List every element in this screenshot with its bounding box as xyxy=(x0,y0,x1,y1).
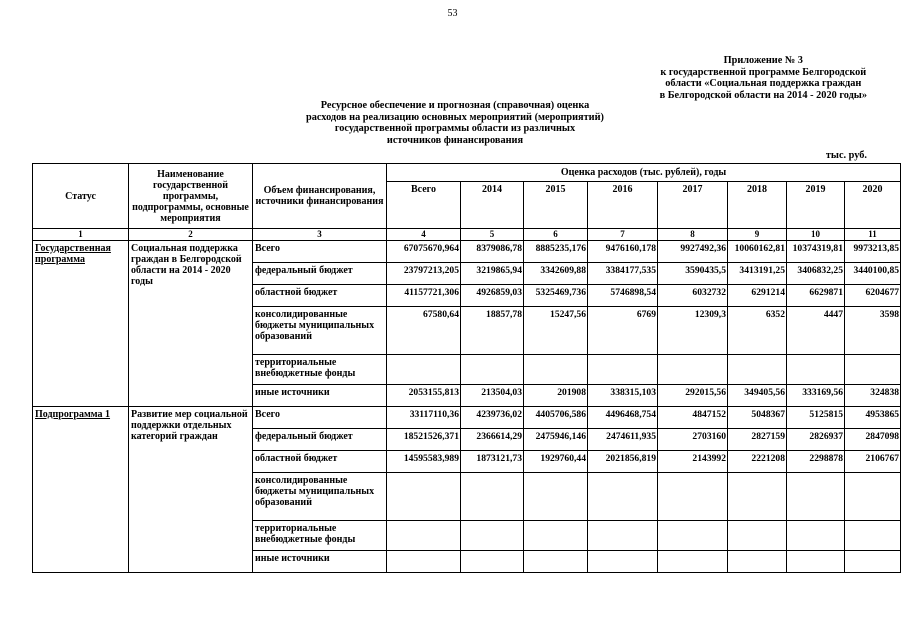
funding-source-cell: иные источники xyxy=(253,385,387,407)
year-value-cell: 4239736,02 xyxy=(461,407,524,429)
header-total: Всего xyxy=(387,182,461,229)
year-value-cell xyxy=(787,551,845,573)
year-value-cell: 5048367 xyxy=(728,407,787,429)
header-year: 2014 xyxy=(461,182,524,229)
funding-source-cell: территориальные внебюджетные фонды xyxy=(253,355,387,385)
year-value-cell: 201908 xyxy=(524,385,588,407)
year-value-cell: 5746898,54 xyxy=(588,285,658,307)
year-value-cell xyxy=(728,521,787,551)
year-value-cell: 3342609,88 xyxy=(524,263,588,285)
year-value-cell xyxy=(845,473,901,521)
year-value-cell: 3384177,535 xyxy=(588,263,658,285)
column-index: 11 xyxy=(845,229,901,241)
year-value-cell: 15247,56 xyxy=(524,307,588,355)
funding-source-cell: консолидированные бюджеты муниципальных образований xyxy=(253,473,387,521)
total-value-cell: 14595583,989 xyxy=(387,451,461,473)
appendix-line: Приложение № 3 xyxy=(723,55,803,66)
column-index: 8 xyxy=(658,229,728,241)
funding-source-cell: Всего xyxy=(253,241,387,263)
year-value-cell xyxy=(461,355,524,385)
year-value-cell xyxy=(588,355,658,385)
year-value-cell: 6629871 xyxy=(787,285,845,307)
year-value-cell: 10374319,81 xyxy=(787,241,845,263)
column-index: 2 xyxy=(129,229,253,241)
funding-source-cell: областной бюджет xyxy=(253,285,387,307)
year-value-cell: 3440100,85 xyxy=(845,263,901,285)
year-value-cell xyxy=(524,551,588,573)
year-value-cell: 9476160,178 xyxy=(588,241,658,263)
title-line: государственной программы области из различных xyxy=(334,123,576,135)
header-volume: Объем финансирования, источники финансирования xyxy=(253,164,387,229)
year-value-cell: 324838 xyxy=(845,385,901,407)
year-value-cell: 1929760,44 xyxy=(524,451,588,473)
year-value-cell: 3590435,5 xyxy=(658,263,728,285)
year-value-cell: 349405,56 xyxy=(728,385,787,407)
year-value-cell: 2298878 xyxy=(787,451,845,473)
header-year: 2019 xyxy=(787,182,845,229)
total-value-cell xyxy=(387,473,461,521)
total-value-cell xyxy=(387,551,461,573)
column-index: 10 xyxy=(787,229,845,241)
year-value-cell: 9973213,85 xyxy=(845,241,901,263)
column-index: 9 xyxy=(728,229,787,241)
year-value-cell xyxy=(588,473,658,521)
year-value-cell xyxy=(728,355,787,385)
year-value-cell: 8379086,78 xyxy=(461,241,524,263)
total-value-cell: 67075670,964 xyxy=(387,241,461,263)
total-value-cell xyxy=(387,521,461,551)
funding-source-cell: федеральный бюджет xyxy=(253,429,387,451)
year-value-cell: 2474611,935 xyxy=(588,429,658,451)
funding-source-cell: федеральный бюджет xyxy=(253,263,387,285)
year-value-cell xyxy=(588,551,658,573)
year-value-cell: 4405706,586 xyxy=(524,407,588,429)
year-value-cell xyxy=(728,473,787,521)
funding-source-cell: областной бюджет xyxy=(253,451,387,473)
total-value-cell: 18521526,371 xyxy=(387,429,461,451)
year-value-cell: 6204677 xyxy=(845,285,901,307)
year-value-cell xyxy=(845,521,901,551)
header-year: 2016 xyxy=(588,182,658,229)
total-value-cell: 23797213,205 xyxy=(387,263,461,285)
funding-source-cell: иные источники xyxy=(253,551,387,573)
total-value-cell xyxy=(387,355,461,385)
year-value-cell xyxy=(787,355,845,385)
column-index: 1 xyxy=(33,229,129,241)
header-status: Статус xyxy=(33,164,129,229)
program-name-cell: Развитие мер социальной поддержки отдельных категорий граждан xyxy=(129,407,253,573)
appendix-line: к государственной программе Белгородской xyxy=(660,66,867,78)
year-value-cell: 12309,3 xyxy=(658,307,728,355)
year-value-cell: 2106767 xyxy=(845,451,901,473)
year-value-cell xyxy=(658,355,728,385)
year-value-cell xyxy=(845,355,901,385)
header-year: 2020 xyxy=(845,182,901,229)
table-body xyxy=(33,241,901,573)
column-index: 5 xyxy=(461,229,524,241)
year-value-cell: 2221208 xyxy=(728,451,787,473)
year-value-cell: 18857,78 xyxy=(461,307,524,355)
total-value-cell: 2053155,813 xyxy=(387,385,461,407)
year-value-cell: 2021856,819 xyxy=(588,451,658,473)
year-value-cell: 5325469,736 xyxy=(524,285,588,307)
total-value-cell: 41157721,306 xyxy=(387,285,461,307)
year-value-cell: 1873121,73 xyxy=(461,451,524,473)
year-value-cell xyxy=(658,521,728,551)
year-value-cell: 3413191,25 xyxy=(728,263,787,285)
year-value-cell xyxy=(461,473,524,521)
total-value-cell: 67580,64 xyxy=(387,307,461,355)
year-value-cell: 333169,56 xyxy=(787,385,845,407)
appendix-header xyxy=(660,55,867,101)
column-index-row xyxy=(33,229,901,241)
year-value-cell: 3598 xyxy=(845,307,901,355)
page-number: 53 xyxy=(447,8,458,19)
funding-source-cell: территориальные внебюджетные фонды xyxy=(253,521,387,551)
column-index: 3 xyxy=(253,229,387,241)
year-value-cell xyxy=(787,473,845,521)
appendix-line: области «Социальная поддержка граждан xyxy=(665,78,862,90)
year-value-cell: 2366614,29 xyxy=(461,429,524,451)
year-value-cell: 6352 xyxy=(728,307,787,355)
year-value-cell: 2703160 xyxy=(658,429,728,451)
year-value-cell: 338315,103 xyxy=(588,385,658,407)
column-index: 4 xyxy=(387,229,461,241)
year-value-cell: 5125815 xyxy=(787,407,845,429)
year-value-cell xyxy=(658,473,728,521)
program-name-cell: Социальная поддержка граждан в Белгородской области на 2014 - 2020 годы xyxy=(129,241,253,407)
year-value-cell: 4847152 xyxy=(658,407,728,429)
funding-source-cell: Всего xyxy=(253,407,387,429)
year-value-cell: 2827159 xyxy=(728,429,787,451)
resource-table xyxy=(32,163,901,573)
year-value-cell: 6032732 xyxy=(658,285,728,307)
status-cell: Государственная программа xyxy=(33,241,129,407)
total-value-cell: 33117110,36 xyxy=(387,407,461,429)
title-line: Ресурсное обеспечение и прогнозная (справочная) оценка xyxy=(320,100,590,111)
status-cell: Подпрограмма 1 xyxy=(33,407,129,573)
year-value-cell xyxy=(588,521,658,551)
year-value-cell: 4447 xyxy=(787,307,845,355)
table-row xyxy=(33,241,901,263)
year-value-cell xyxy=(728,551,787,573)
header-year: 2015 xyxy=(524,182,588,229)
year-value-cell: 2475946,146 xyxy=(524,429,588,451)
year-value-cell: 4953865 xyxy=(845,407,901,429)
header-year: 2018 xyxy=(728,182,787,229)
document-title xyxy=(290,100,620,146)
year-value-cell xyxy=(524,521,588,551)
appendix-line: в Белгородской области на 2014 - 2020 годы» xyxy=(659,89,867,101)
year-value-cell: 10060162,81 xyxy=(728,241,787,263)
year-value-cell: 292015,56 xyxy=(658,385,728,407)
year-value-cell: 6291214 xyxy=(728,285,787,307)
table-row xyxy=(33,407,901,429)
year-value-cell: 213504,03 xyxy=(461,385,524,407)
year-value-cell: 4496468,754 xyxy=(588,407,658,429)
year-value-cell: 8885235,176 xyxy=(524,241,588,263)
year-value-cell: 2143992 xyxy=(658,451,728,473)
title-line: расходов на реализацию основных мероприятий (мероприятий) xyxy=(306,111,604,123)
unit-label: тыс. руб. xyxy=(825,150,867,161)
year-value-cell: 3406832,25 xyxy=(787,263,845,285)
title-line: источников финансирования xyxy=(386,134,524,146)
year-value-cell: 3219865,94 xyxy=(461,263,524,285)
header-estimate: Оценка расходов (тыс. рублей), годы xyxy=(387,164,901,182)
year-value-cell: 2826937 xyxy=(787,429,845,451)
year-value-cell xyxy=(524,473,588,521)
year-value-cell xyxy=(461,551,524,573)
year-value-cell: 6769 xyxy=(588,307,658,355)
funding-source-cell: консолидированные бюджеты муниципальных образований xyxy=(253,307,387,355)
header-name: Наименование государственной программы, подпрограммы, основные мероприятия xyxy=(129,164,253,229)
year-value-cell: 4926859,03 xyxy=(461,285,524,307)
header-year: 2017 xyxy=(658,182,728,229)
year-value-cell xyxy=(658,551,728,573)
year-value-cell xyxy=(524,355,588,385)
year-value-cell: 9927492,36 xyxy=(658,241,728,263)
year-value-cell xyxy=(787,521,845,551)
year-value-cell: 2847098 xyxy=(845,429,901,451)
year-value-cell xyxy=(845,551,901,573)
column-index: 6 xyxy=(524,229,588,241)
year-value-cell xyxy=(461,521,524,551)
column-index: 7 xyxy=(588,229,658,241)
